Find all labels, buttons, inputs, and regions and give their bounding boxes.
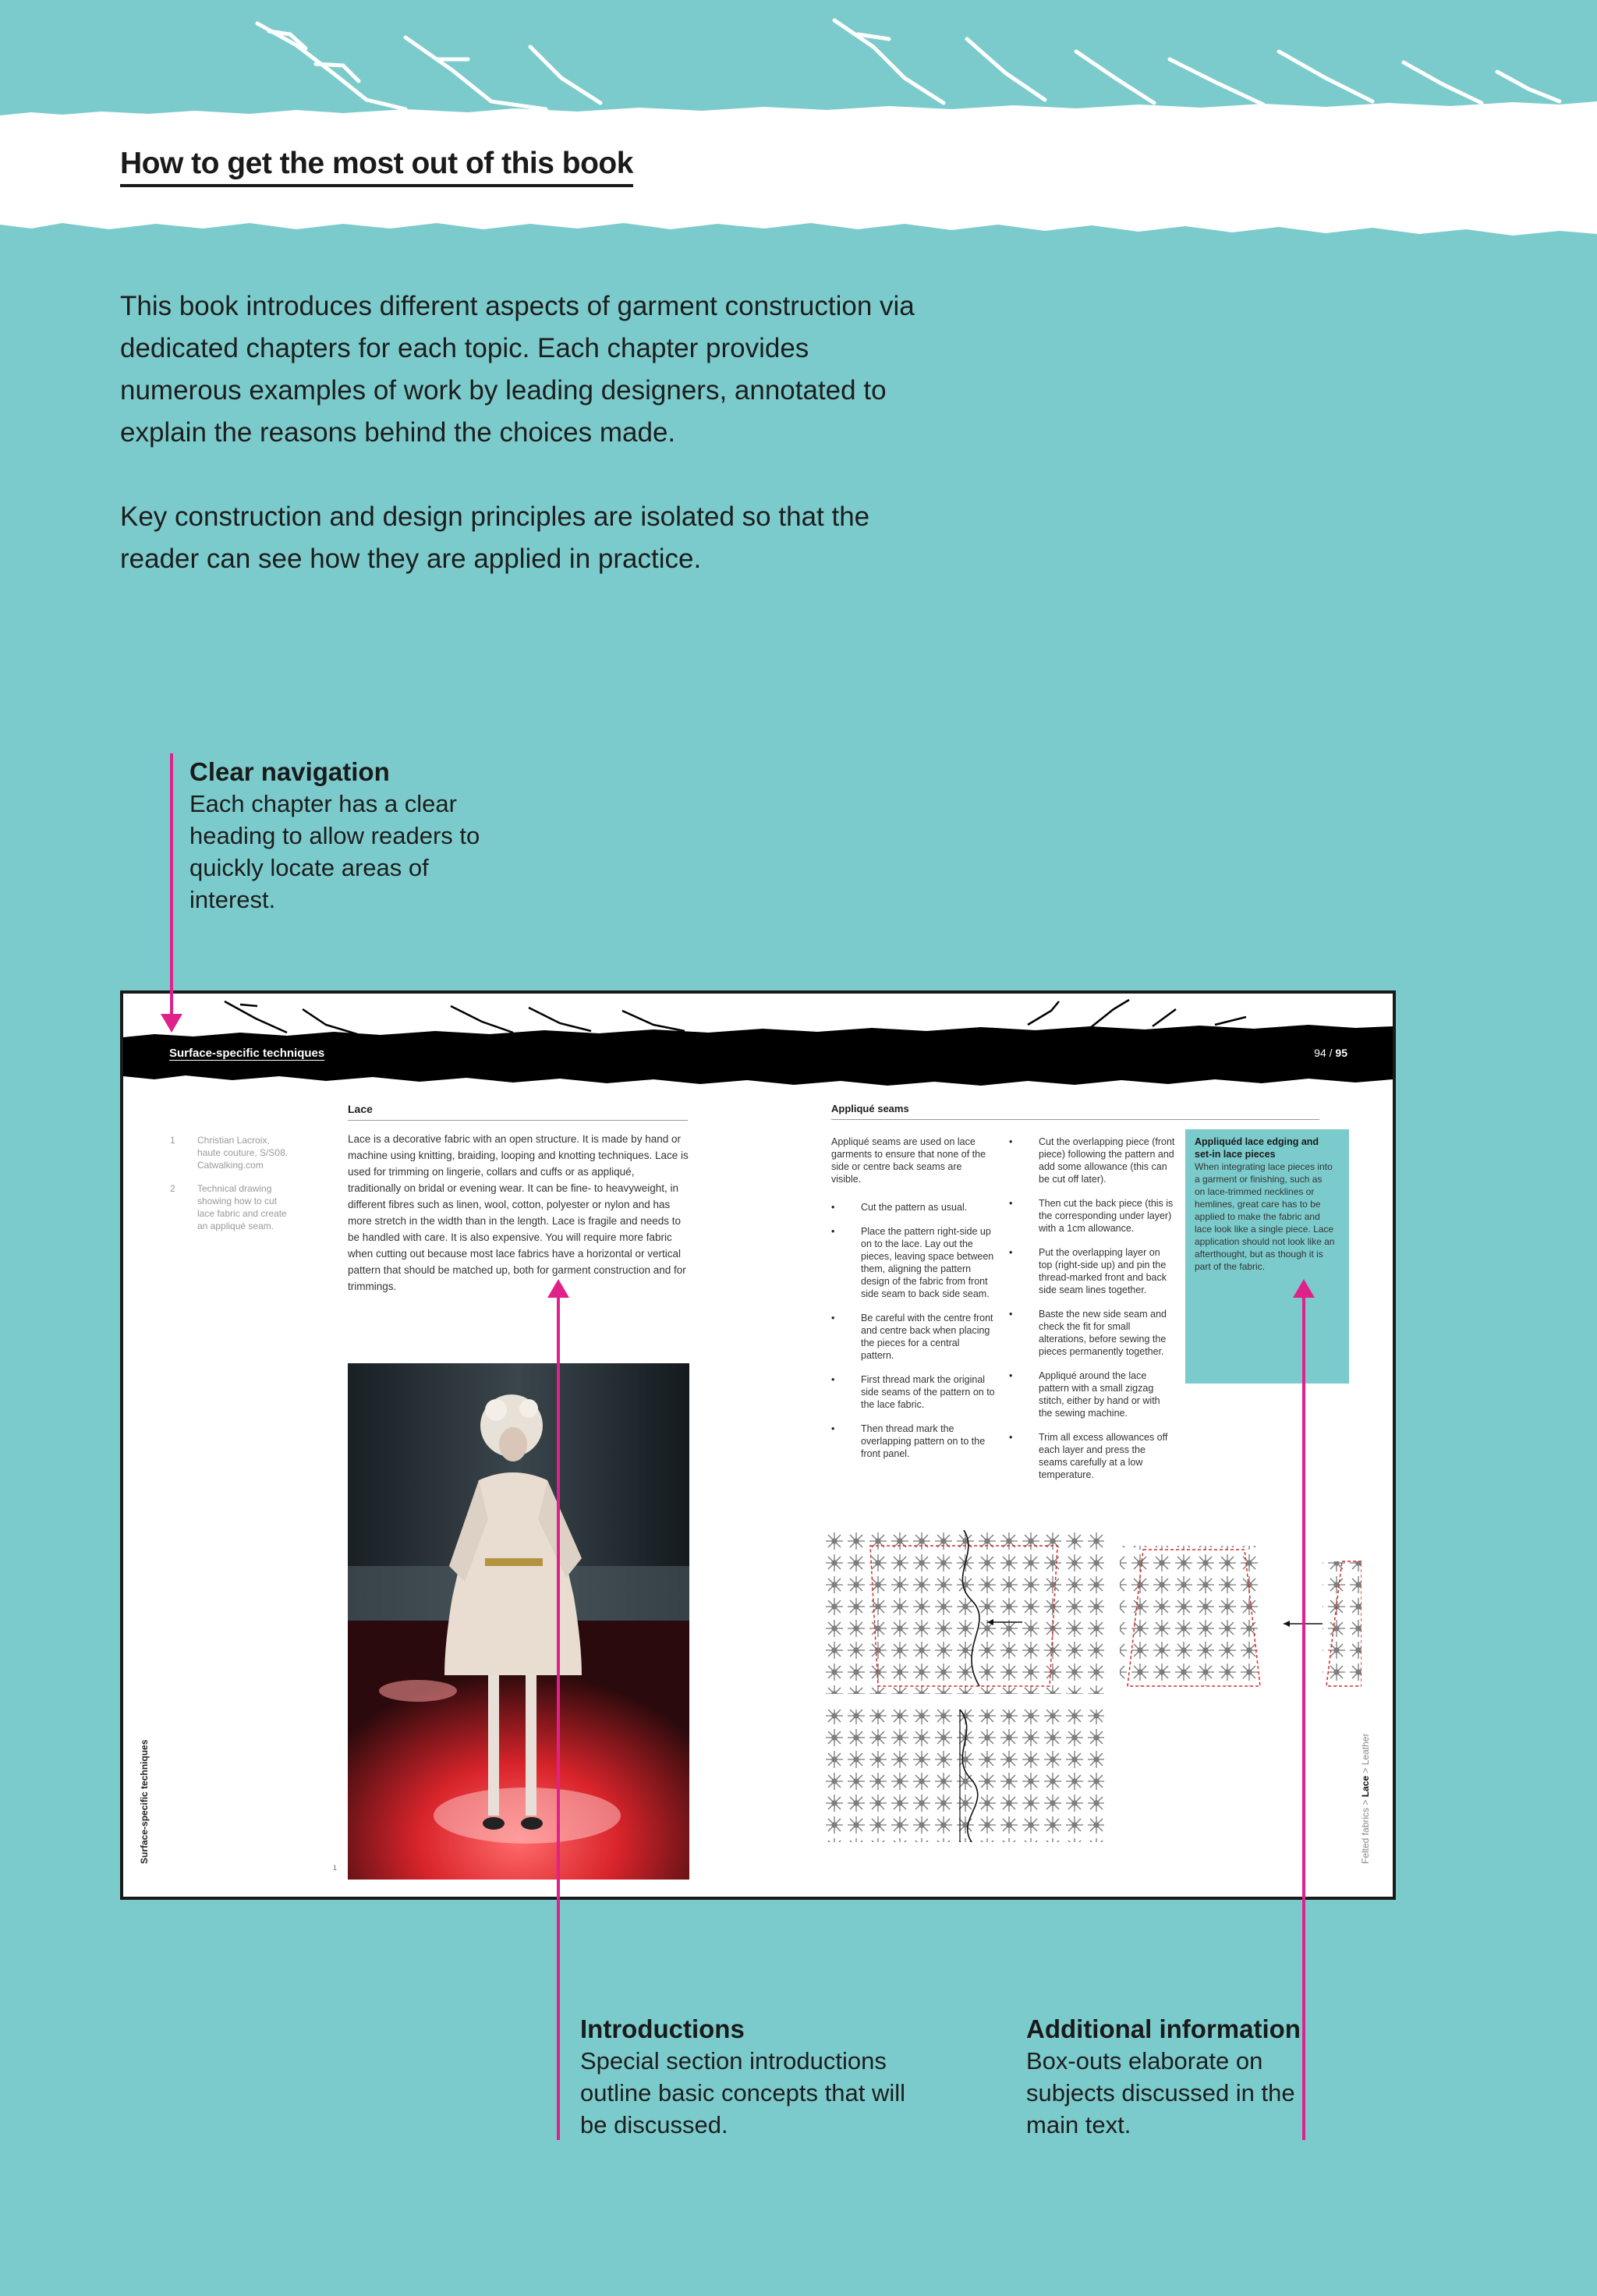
lace-body-text: Lace is a decorative fabric with an open structure. It is made by hand or machine using knitting, braiding, looping and knotting techniques. Lace is used for trimming on lingerie, collars and cuffs or as appliqué, traditionally on bridal or evening wear. It can be fine- to heavyweight, in different fibres such as linen, wool, cotton, polyester or nylon and has more stretch in the width than in the length. Lace is fragile and needs to be handled with care. It is also expensive. You will require more fabric when cutting out because most lace fabrics have a horizontal or vertical pattern that should be matched up, both for garment construction and for trimmings. — [348, 1133, 689, 1292]
spread-section-title: Surface-specific techniques — [169, 1047, 325, 1060]
callout-text: Each chapter has a clear heading to allow readers to quickly locate areas of interest. — [189, 790, 480, 913]
caption-number: 1 — [170, 1135, 175, 1146]
lace-heading: Lace — [348, 1103, 688, 1121]
step-item: • Then cut the back piece (this is the corresponding under layer) with a 1cm allowance. — [1009, 1197, 1176, 1235]
callout-text: Special section introductions outline basic concepts that will be discussed. — [580, 2047, 906, 2138]
caption-number: 2 — [170, 1183, 175, 1194]
intro-paragraph: This book introduces different aspects of garment construction via dedicated chapters for each topic. Each chapter provides numerous examples of work by leading designers, annotated to explain the reasons behind the choices made. — [120, 291, 915, 448]
applique-intro: Appliqué seams are used on lace garments to ensure that none of the side or centre back seams are visible. — [831, 1136, 986, 1185]
caption-text: Technical drawing showing how to cut lace fabric and create an appliqué seam. — [197, 1183, 287, 1231]
pointer-arrow-up-icon — [1293, 1279, 1315, 1298]
callout-clear-navigation — [189, 756, 486, 916]
steps-list-right — [1009, 1136, 1176, 1493]
applique-heading: Appliqué seams — [831, 1103, 1319, 1120]
step-item: • Appliqué around the lace pattern with a small zigzag stitch, either by hand or with the sewing machine. — [1009, 1369, 1176, 1419]
page-title: How to get the most out of this book — [120, 147, 633, 187]
callout-text: Box-outs elaborate on subjects discussed in the main text. — [1026, 2047, 1295, 2138]
step-item: • Be careful with the centre front and centre back when placing the pieces for a central pattern. — [831, 1312, 995, 1362]
step-item: • Put the overlapping layer on top (right-side up) and pin the thread-marked front and back side seam lines together. — [1009, 1246, 1176, 1296]
callout-introductions — [580, 2014, 908, 2141]
pointer-line-introductions — [557, 1287, 560, 2140]
page-number-right: 95 — [1335, 1047, 1347, 1059]
pointer-arrow-down-icon — [161, 1014, 182, 1033]
steps-list-left — [831, 1201, 995, 1472]
pointer-arrow-up-icon — [547, 1279, 569, 1298]
chapter-nav-next: > Leather — [1360, 1733, 1371, 1776]
runway-photo-illustration — [348, 1363, 689, 1880]
step-item: • Baste the new side seam and check the fit for small alterations, before sewing the pieces permanently together. — [1009, 1308, 1176, 1358]
photo-number: 1 — [333, 1864, 338, 1872]
spread-page-numbers — [1314, 1047, 1347, 1059]
pointer-line-navigation — [170, 753, 173, 1023]
caption-item — [170, 1182, 295, 1232]
step-item: • Place the pattern right-side up on to the lace. Lay out the pieces, leaving space between them, aligning the pattern design of the fabric from front side seam to back side seam. — [831, 1225, 995, 1300]
callout-title: Clear navigation — [189, 757, 390, 786]
page-number-left: 94 — [1314, 1047, 1326, 1059]
caption-text: Christian Lacroix, haute couture, S/S08. Catwalking.com — [197, 1135, 289, 1171]
step-item: • First thread mark the original side seams of the pattern on to the lace fabric. — [831, 1373, 995, 1411]
boxout-panel — [1185, 1129, 1349, 1384]
torn-header-band — [0, 0, 1597, 250]
book-spread-example — [120, 990, 1396, 1900]
step-item: • Trim all excess allowances off each layer and press the seams carefully at a low temperature. — [1009, 1431, 1176, 1481]
boxout-title: Appliquéd lace edging and set-in lace pieces — [1195, 1136, 1319, 1160]
vertical-section-label: Surface-specific techniques — [139, 1739, 150, 1864]
callout-additional-information — [1026, 2014, 1354, 2141]
boxout-body: When integrating lace pieces into a garment or finishing, such as on lace-trimmed necklines or hemlines, great care has to be applied to make the fabric and lace look like a single piece. Lace application should not look like an afterthought, but as though it is part of the fabric. — [1195, 1161, 1335, 1272]
intro-paragraph: Key construction and design principles are isolated so that the reader can see how they are applied in practice. — [120, 501, 870, 574]
lace-technical-drawings — [823, 1530, 1362, 1858]
callout-title: Additional information — [1026, 2014, 1301, 2043]
caption-list — [170, 1134, 295, 1243]
step-item: • Cut the pattern as usual. — [831, 1201, 995, 1214]
page-separator: / — [1326, 1047, 1336, 1059]
chapter-nav-current: Lace — [1360, 1775, 1371, 1798]
chapter-nav-prev: Felted fabrics > — [1360, 1797, 1371, 1864]
vertical-chapter-nav — [1360, 1734, 1371, 1864]
callout-title: Introductions — [580, 2014, 745, 2043]
step-item: • Cut the overlapping piece (front piece) following the pattern and add some allowance (this can be cut off later). — [1009, 1136, 1176, 1185]
caption-item — [170, 1134, 295, 1171]
runway-photo — [348, 1363, 689, 1880]
step-item: • Then thread mark the overlapping pattern on to the front panel. — [831, 1423, 995, 1460]
pointer-line-additional — [1302, 1287, 1305, 2140]
